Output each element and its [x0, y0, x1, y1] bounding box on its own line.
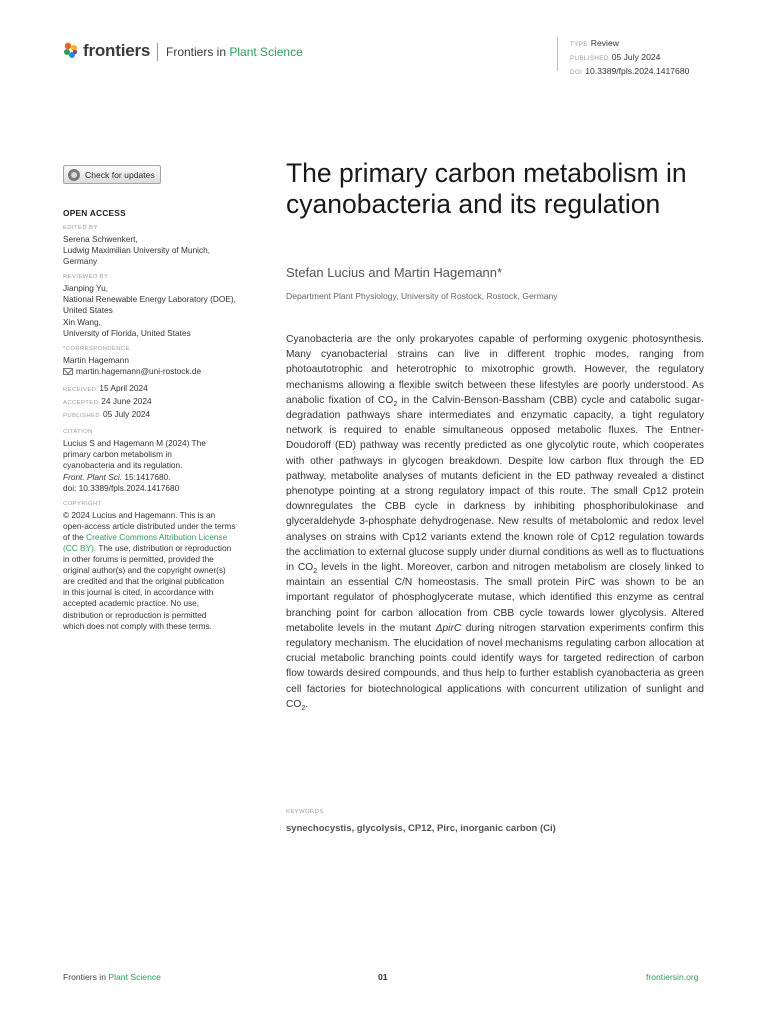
- check-for-updates-button[interactable]: [63, 165, 161, 184]
- license-link-2[interactable]: (CC BY).: [63, 542, 97, 553]
- frontiers-logo[interactable]: [63, 41, 150, 61]
- received-label: RECEIVED: [63, 386, 97, 393]
- citation-volume: 15:1417680.: [122, 471, 171, 482]
- meta-rule: [557, 37, 558, 71]
- keywords-label: KEYWORDS: [286, 809, 324, 815]
- copyright-line: original author(s) and the copyright owner(s): [63, 565, 226, 576]
- footer-journal: [63, 972, 161, 982]
- correspondence-label: *CORRESPONDENCE: [63, 345, 130, 352]
- header-divider: [157, 43, 158, 61]
- license-link[interactable]: Creative Commons Attribution License: [86, 531, 228, 542]
- dates-section: [63, 383, 263, 422]
- co2-subscript: 2: [393, 400, 398, 408]
- co2-subscript: 2: [301, 704, 306, 712]
- copyright-line: [63, 532, 263, 543]
- footer-journal-prefix: Frontiers in: [63, 972, 106, 982]
- mutant-name: ΔpirC: [435, 622, 462, 634]
- doi-label: DOI: [570, 69, 583, 76]
- abstract-part: during nitrogen starvation experiments confirm this regulatory mechanism. The elucidation of novel mechanisms regulating carbon allocation at crucial metabolic branching points could identify ways for targeted redirection of carbon flow towards desired compounds, and thus help to further establish cyanobacteria as green cell factories for biotechnological applications with concurrent utilization of sunlight and CO: [286, 622, 705, 710]
- co2-subscript: 2: [313, 568, 318, 576]
- open-access-label: OPEN ACCESS: [63, 208, 126, 218]
- edited-by-section: [63, 224, 263, 267]
- editor-line: Germany: [63, 256, 98, 267]
- doi-value[interactable]: 10.3389/fpls.2024.1417680: [585, 66, 690, 76]
- check-updates-icon: [68, 169, 80, 181]
- received-value: 15 April 2024: [99, 382, 148, 393]
- abstract-part: Cyanobacteria are the only prokaryotes capable of performing oxygenic photosynthesis. Many cyanobacterial strains can live in different trophic modes, ranging from photoautotrophic and heterotrophic to mixotrophic growth. However, the regulatory mechanisms allowing a flexible switch between these lifestyles are poorly understood. As anabolic fixation of CO: [286, 334, 704, 406]
- brand-name: frontiers: [83, 41, 151, 60]
- abstract-part: in the Calvin-Benson-Bassham (CBB) cycle and catabolic sugar-degradation pathways share intermediates and enzymatic capacity, a tight regulatory network is required to enable simultaneous opposed metabolic fluxes. The Entner-Doudoroff (ED) pathway was recently predicted as one glycolytic route, which cooperates with other pathways in glycogen breakdown. Despite low carbon flux through the ED pathway, metabolite analyses of mutants deficient in the ED pathway revealed a distinct phenotype pointing at a strong regulatory impact of this route. The small Cp12 protein downregulates the CBB cycle in darkness by inhibiting phosphoribulokinase and glyceraldehyde 3-phosphate dehydrogenase. New results of metabolomic and redox level analyses on strains with Cp12 variants extend the known role of Cp12 regulation towards the acclimation to external glucose supply under diurnal conditions as well as to fluctuations in CO: [286, 394, 704, 574]
- mail-icon: [63, 368, 73, 375]
- accepted-label: ACCEPTED: [63, 400, 99, 407]
- copyright-after-link: The use, distribution or reproduction: [96, 542, 232, 553]
- citation-doi: doi: 10.3389/fpls.2024.1417680: [63, 482, 180, 493]
- copyright-section: [63, 500, 263, 632]
- correspondence-name: Martin Hagemann: [63, 354, 129, 365]
- abstract-part: .: [305, 698, 309, 710]
- reviewer-line: United States: [63, 305, 113, 316]
- copyright-line: in other forums is permitted, provided the: [63, 554, 214, 565]
- correspondence-section: [63, 345, 263, 377]
- editor-line: Serena Schwenkert,: [63, 234, 138, 244]
- type-value: Review: [590, 38, 619, 48]
- copyright-of: of the: [63, 531, 87, 542]
- journal-name[interactable]: [166, 45, 303, 59]
- journal-prefix: Frontiers in: [166, 45, 227, 59]
- citation-label: CITATION: [63, 429, 93, 436]
- copyright-label: COPYRIGHT: [63, 500, 102, 507]
- check-updates-label: Check for updates: [85, 169, 155, 180]
- reviewed-by-section: [63, 273, 263, 338]
- article-title: The primary carbon metabolism in cyanobacteria and its regulation: [286, 158, 687, 219]
- copyright-line: are credited and that the original publication: [63, 576, 224, 587]
- article-meta: [570, 37, 689, 79]
- copyright-line: which does not comply with these terms.: [63, 620, 212, 631]
- authors: Stefan Lucius and Martin Hagemann*: [286, 265, 503, 280]
- footer-site-link[interactable]: frontiersin.org: [646, 972, 699, 982]
- published-value: 05 July 2024: [103, 409, 151, 420]
- citation-line: Lucius S and Hagemann M (2024) The: [63, 438, 206, 449]
- copyright-line: accepted academic practice. No use,: [63, 598, 200, 609]
- citation-line: cyanobacteria and its regulation.: [63, 460, 183, 471]
- edited-by-label: EDITED BY: [63, 225, 98, 231]
- copyright-line: distribution or reproduction is permitted: [63, 609, 207, 620]
- copyright-line: open-access article distributed under the terms: [63, 520, 236, 531]
- article-info-sidebar: [63, 224, 263, 638]
- abstract-part: levels in the light. Moreover, carbon and nitrogen metabolism are closely linked to maintain an essential C/N homeostasis. The small protein PirC was shown to be an important regulator of phosphoglycerate mutase, which identified this enzyme as central branching point for carbon allocation from CBB cycle towards lower glycolysis. Altered metabolite levels in the mutant: [286, 562, 704, 634]
- reviewer-line: Xin Wang,: [63, 316, 101, 327]
- frontiers-mark-icon: [63, 42, 79, 60]
- reviewer-line: National Renewable Energy Laboratory (DOE),: [63, 294, 236, 305]
- editor-line: Ludwig Maximilian University of Munich,: [63, 245, 211, 256]
- footer-journal-field: Plant Science: [108, 972, 161, 982]
- citation-journal: Front. Plant Sci.: [63, 471, 123, 482]
- type-label: TYPE: [570, 41, 588, 48]
- reviewed-by-label: REVIEWED BY: [63, 274, 109, 281]
- published-value: 05 July 2024: [611, 52, 661, 62]
- page-number: 01: [378, 972, 388, 982]
- published-label: PUBLISHED: [63, 413, 100, 420]
- citation-line: primary carbon metabolism in: [63, 449, 172, 460]
- accepted-value: 24 June 2024: [101, 396, 152, 407]
- correspondence-email[interactable]: martin.hagemann@uni-rostock.de: [76, 365, 202, 376]
- keywords: synechocystis, glycolysis, CP12, Pirc, inorganic carbon (Ci): [286, 823, 556, 834]
- reviewer-line: Jianping Yu,: [63, 283, 109, 294]
- reviewer-line: University of Florida, United States: [63, 327, 191, 338]
- copyright-line: © 2024 Lucius and Hagemann. This is an: [63, 509, 216, 520]
- affiliation: Department Plant Physiology, University of Rostock, Rostock, Germany: [286, 291, 558, 301]
- citation-journal-line: [63, 472, 263, 483]
- abstract: [286, 332, 704, 712]
- journal-field: Plant Science: [229, 45, 303, 59]
- published-label: PUBLISHED: [570, 55, 609, 62]
- copyright-line: [63, 543, 263, 554]
- correspondence-email-row[interactable]: [63, 366, 263, 377]
- citation-section: [63, 428, 263, 493]
- copyright-line: in this journal is cited, in accordance with: [63, 587, 214, 598]
